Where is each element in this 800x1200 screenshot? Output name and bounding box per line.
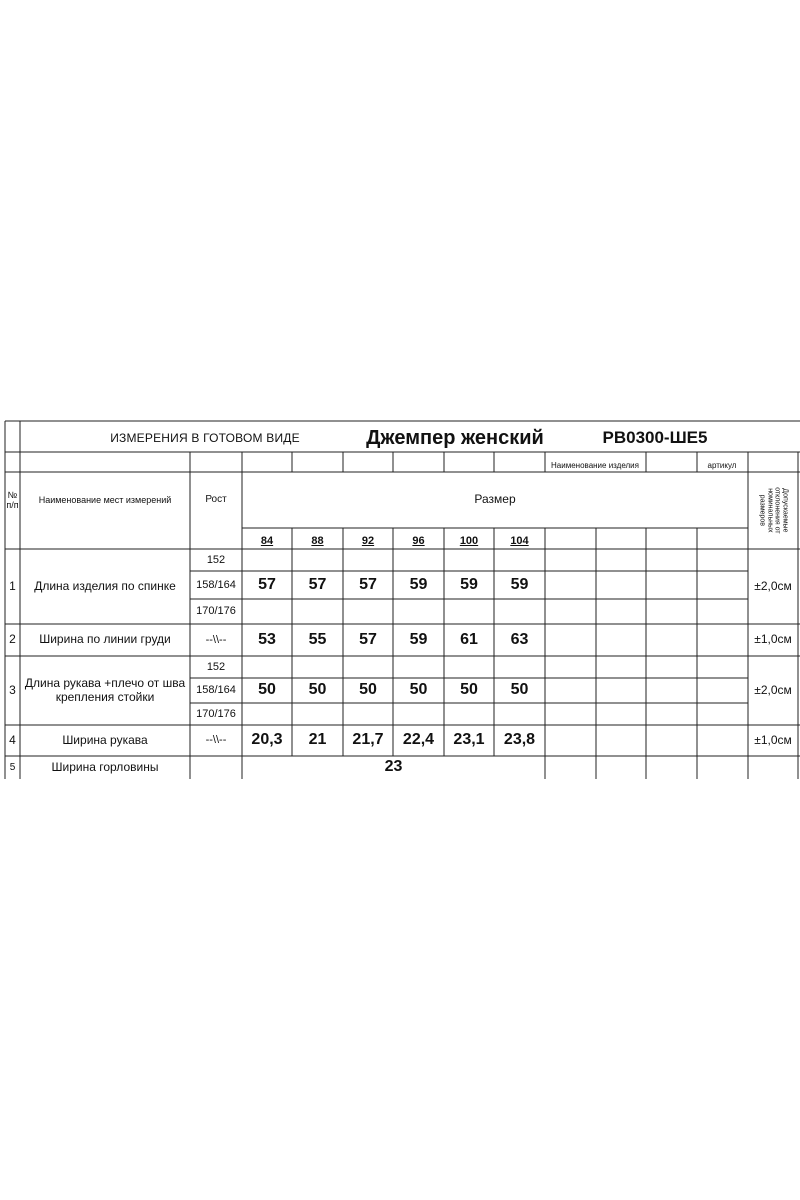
row-3-value-92: 50 [359, 681, 377, 699]
row-4-value-96: 22,4 [402, 731, 435, 749]
col-size-header: Размер [474, 492, 516, 507]
row-4-num: 4 [9, 732, 16, 747]
row-3-value-96: 50 [409, 681, 428, 699]
sheet-title: ИЗМЕРЕНИЯ В ГОТОВОМ ВИДЕ [110, 431, 300, 446]
row-2-tolerance: ±1,0см [754, 632, 792, 647]
row-1-height-3: 170/176 [196, 605, 236, 618]
row-3-num: 3 [9, 682, 16, 697]
col-name-header: Наименование мест измерений [38, 494, 172, 505]
row-3-value-100: 50 [460, 681, 478, 699]
size-104: 104 [510, 534, 529, 547]
row-1-num: 1 [9, 578, 16, 593]
row-4-value-84: 20,3 [251, 731, 283, 749]
row-4-tolerance: ±1,0см [754, 732, 792, 747]
row-1-value-84: 57 [258, 575, 276, 593]
row-2-value-88: 55 [308, 630, 327, 648]
row-4-value-92: 21,7 [352, 731, 384, 749]
row-2-value-84: 53 [258, 630, 276, 648]
row-3-height-3: 170/176 [196, 707, 236, 720]
row-4-value-104: 23,8 [503, 731, 536, 749]
row-1-tolerance: ±2,0см [754, 578, 792, 593]
row-3-value-104: 50 [510, 681, 529, 699]
row-4-name: Ширина рукава [62, 732, 148, 747]
col-tolerance-header [748, 472, 798, 548]
row-3-name: Длина рукава +плечо от шва крепления стойки [24, 675, 186, 704]
row-1-height-2: 158/164 [196, 578, 236, 591]
row-1-value-96: 59 [409, 575, 428, 593]
row-2-value-96: 59 [409, 630, 428, 648]
article-label: артикул [707, 460, 737, 470]
row-2-height: --\\-- [205, 633, 227, 646]
col-num-header: № п/п [6, 489, 19, 510]
row-5-name: Ширина горловины [51, 759, 159, 774]
row-3-tolerance: ±2,0см [754, 682, 792, 697]
product-label: Наименование изделия [551, 460, 639, 470]
col-height-header: Рост [205, 494, 227, 506]
row-3-value-88: 50 [308, 681, 327, 699]
row-5-value: 23 [384, 758, 403, 776]
row-1-value-104: 59 [510, 575, 529, 593]
row-4-value-100: 23,1 [453, 731, 485, 749]
row-1-value-88: 57 [308, 575, 327, 593]
row-4-value-88: 21 [308, 731, 327, 749]
size-88: 88 [311, 534, 324, 547]
row-2-value-92: 57 [359, 630, 377, 648]
product-name: Джемпер женский [366, 426, 544, 449]
size-96: 96 [412, 534, 425, 547]
row-3-height-2: 158/164 [196, 684, 236, 697]
article-code: РВ0300-ШЕ5 [602, 428, 708, 448]
row-3-height-1: 152 [206, 660, 226, 673]
tolerance-header-text: Допускаемые отклонения от номинальных размеров [758, 486, 789, 534]
row-5-num: 5 [9, 762, 16, 774]
row-3-value-84: 50 [258, 681, 276, 699]
row-1-value-92: 57 [359, 575, 377, 593]
row-2-num: 2 [9, 632, 16, 647]
row-1-height-1: 152 [206, 553, 226, 566]
row-1-value-100: 59 [460, 575, 478, 593]
row-2-name: Ширина по линии груди [39, 632, 171, 647]
row-2-value-100: 61 [460, 630, 478, 648]
size-84: 84 [260, 534, 274, 547]
row-2-value-104: 63 [510, 630, 529, 648]
row-1-name: Длина изделия по спинке [34, 578, 176, 593]
size-100: 100 [459, 534, 479, 547]
row-4-height: --\\-- [205, 734, 227, 747]
size-92: 92 [361, 534, 375, 547]
